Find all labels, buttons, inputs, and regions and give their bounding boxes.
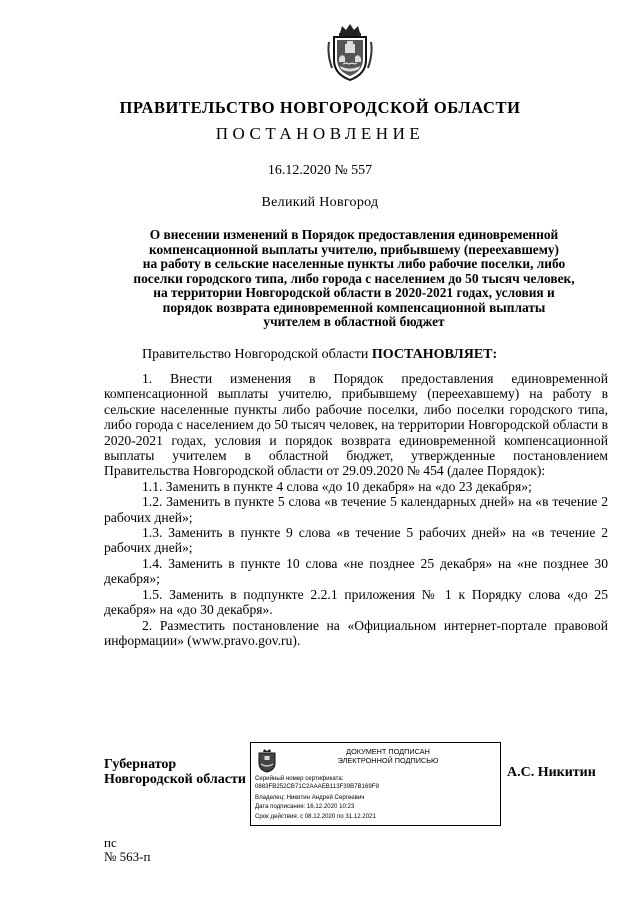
subject-line: порядок возврата единовременной компенсационной выплаты: [162, 299, 546, 315]
subject-line: учителем в областной бюджет: [263, 314, 445, 329]
preamble: [104, 347, 604, 363]
paragraph-1-5: 1.5. Заменить в подпункте 2.2.1 приложения № 1 к Порядку слова «до 25 декабря» на «до 30 декабря».: [104, 586, 608, 618]
paragraph-1-3: 1.3. Заменить в пункте 9 слова «в течение 5 рабочих дней» на «в течение 2 рабочих дней»;: [104, 525, 608, 556]
coat-of-arms-icon: [326, 24, 374, 82]
paragraph-2: 2. Разместить постановление на «Официальном интернет-портале правовой информации» (www.pravo.gov.ru).: [104, 617, 608, 648]
signatory-position: [104, 757, 246, 787]
stamp-emblem-icon: [257, 749, 277, 773]
stamp-title-line1: ДОКУМЕНТ ПОДПИСАН: [346, 747, 430, 756]
stamp-title-line2: ЭЛЕКТРОННОЙ ПОДПИСЬЮ: [337, 756, 439, 765]
stamp-owner: Владелец: Никитин Андрей Сергеевич: [255, 794, 365, 801]
preamble-text: Правительство Новгородской области: [142, 347, 372, 362]
subject-line: компенсационной выплаты учителю, прибывшему (переехавшему): [149, 241, 559, 257]
document-subject: [104, 228, 604, 330]
paragraph-1-2: 1.2. Заменить в пункте 5 слова «в течение 5 календарных дней» на «в течение 2 рабочих дней»;: [104, 494, 608, 525]
preamble-decree-word: ПОСТАНОВЛЯЕТ:: [371, 347, 498, 362]
government-title: ПРАВИТЕЛЬСТВО НОВГОРОДСКОЙ ОБЛАСТИ: [119, 98, 521, 117]
stamp-cert-number: 0883FB252CB71C2AAAEB113F39B7B169F9: [255, 783, 379, 790]
footer-initials: пс: [104, 835, 117, 850]
subject-line: на работу в сельские населенные пункты либо рабочие поселки, либо: [142, 256, 566, 271]
stamp-title: [281, 747, 495, 765]
subject-line: на территории Новгородской области в 2020-2021 годах, условия и: [153, 285, 555, 300]
footer-number: № 563-п: [104, 848, 151, 864]
electronic-signature-stamp: [250, 742, 501, 826]
document-body: [104, 371, 608, 648]
paragraph-1: 1. Внести изменения в Порядок предоставления единовременной компенсационной выплаты учителю, прибывшему (переехавшему) на работу в сельские населенные пункты либо рабочие поселки, либо поселки городского типа, либо города с населением до 50 тысяч человек, на территории Новгородской области в 2020-2021 годах, условия и порядок возврата единовременной компенсационной выплаты учителем в областной бюджет, утвержденные постановлением Правительства Новгородской области от 29.09.2020 № 454 (далее Порядок):: [104, 371, 608, 479]
stamp-validity: Срок действия: с 08.12.2020 по 31.12.2021: [255, 813, 376, 820]
signatory-position-line1: Губернатор: [104, 757, 177, 772]
paragraph-1-1: 1.1. Заменить в пункте 4 слова «до 10 декабря» на «до 23 декабря»;: [142, 478, 532, 494]
subject-line: О внесении изменений в Порядок предоставления единовременной: [149, 227, 559, 242]
signatory-position-line2: Новгородской области: [104, 772, 246, 787]
document-city: Великий Новгород: [261, 195, 379, 210]
subject-line: поселки городского типа, либо города с населением до 50 тысяч человек,: [133, 270, 575, 286]
document-date-number: 16.12.2020 № 557: [267, 163, 373, 178]
stamp-cert-label: Серийный номер сертификата:: [255, 775, 344, 782]
signatory-name: А.С. Никитин: [507, 765, 596, 780]
document-type: ПОСТАНОВЛЕНИЕ: [215, 124, 425, 143]
stamp-signed-date: Дата подписания: 16.12.2020 10:23: [255, 803, 355, 810]
paragraph-1-4: 1.4. Заменить в пункте 10 слова «не позднее 25 декабря» на «не позднее 30 декабря»;: [104, 555, 608, 587]
footer-note: [104, 836, 150, 863]
